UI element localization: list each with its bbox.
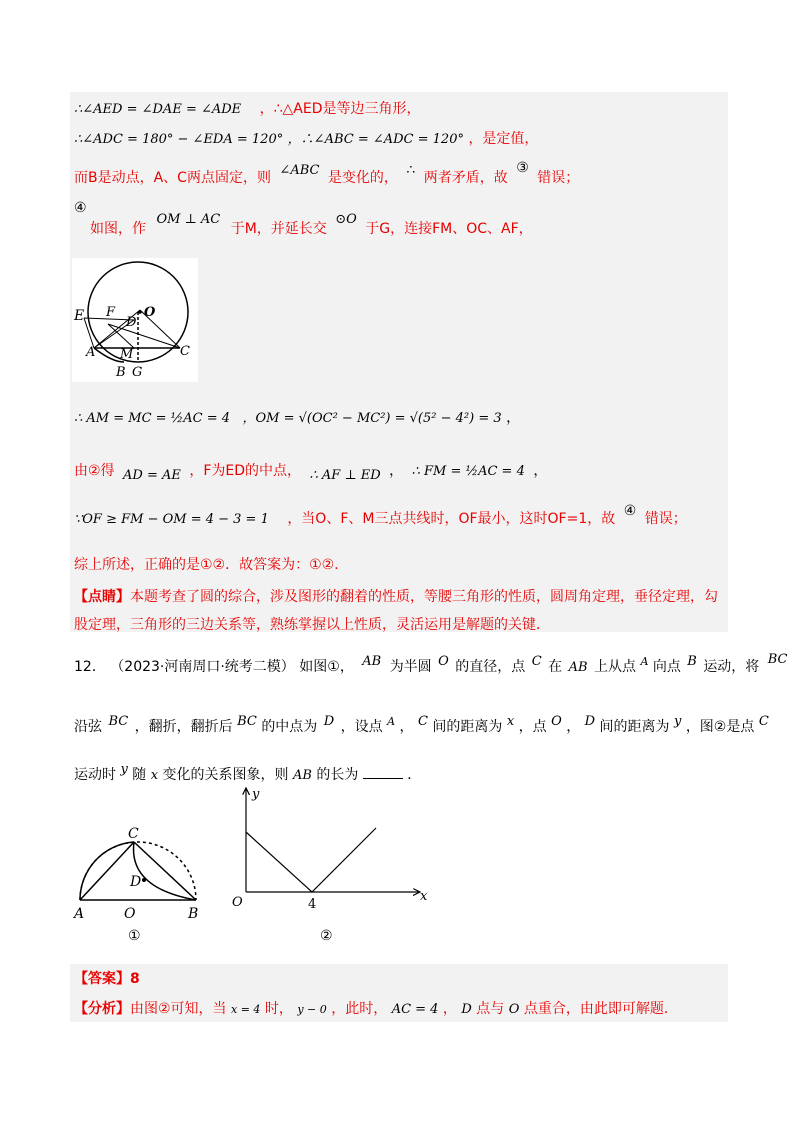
solution-text: 错误； [537, 170, 580, 186]
circled-number: ④ [74, 200, 87, 216]
question-text: 的直径，点 [455, 659, 526, 675]
math-expression: ∴∠AED = ∠DAE = ∠ADE [74, 102, 242, 117]
math-expression: ∴ FM = ½AC = 4 [411, 464, 525, 479]
solution-line-1 [74, 98, 421, 118]
analysis-text: 时， [264, 1001, 293, 1017]
question-text: 为半圆 [389, 659, 432, 675]
question-text: ，设点 [340, 719, 383, 735]
arc-symbol: BC [767, 652, 788, 667]
analysis-text: 由图②可知，当 [130, 1001, 227, 1017]
question-text: 的中点为 [261, 719, 318, 735]
question-text: 运动，将 [703, 659, 760, 675]
math-symbol: C [531, 654, 542, 669]
question-text: ，翻折，翻折后 [134, 719, 233, 735]
punctuation: ， [533, 463, 548, 479]
label-f: F [106, 305, 116, 320]
question-text: 向点 [652, 659, 681, 675]
label-o: O [144, 305, 156, 320]
solution-text: ，F为ED的中点， [189, 463, 302, 479]
comment-tag: 【点睛】 [74, 589, 130, 605]
label-o: O [124, 906, 136, 922]
solution-text: 是变化的， [327, 170, 398, 186]
x-axis-label: x [420, 889, 428, 904]
label-a: A [86, 345, 96, 360]
question-line-1 [74, 652, 788, 676]
math-symbol: A [640, 655, 649, 668]
label-a: A [74, 906, 85, 922]
question-text: ，图②是点 [685, 719, 755, 735]
answer-tag: 【答案】 [74, 971, 130, 987]
solution-text: 如图，作 [90, 221, 146, 237]
math-symbol: C [758, 714, 769, 729]
question-text: 上从点 [593, 659, 636, 675]
punctuation: ， [389, 463, 404, 479]
math-expression: ∴∠ADC = 180° − ∠EDA = 120° [74, 132, 284, 147]
question-text: 运动时 [74, 767, 116, 783]
function-curve [246, 828, 376, 892]
solution-line-2 [74, 128, 538, 148]
question-text: ， [399, 719, 414, 735]
circled-number: ③ [516, 160, 529, 176]
label-g: G [132, 365, 143, 380]
comment-line-1 [74, 586, 718, 606]
circle-diagram [72, 258, 198, 382]
solution-line-7 [74, 503, 687, 528]
math-symbol: BC [108, 714, 129, 729]
math-expression: AC = 4 [391, 1002, 439, 1017]
math-symbol: x [150, 768, 159, 783]
math-symbol: y [120, 762, 128, 777]
solution-text: 于G，连接FM、OC、AF， [365, 221, 533, 237]
solution-line-3 [74, 160, 580, 187]
label-c: C [128, 826, 139, 842]
solution-text: 由②得 [74, 463, 115, 479]
math-symbol: D [584, 714, 596, 729]
label-m: M [120, 347, 134, 362]
math-symbol: AB [292, 768, 312, 783]
math-symbol: D [461, 1002, 472, 1017]
solution-text: ，是定值， [468, 131, 539, 147]
math-symbol: O [551, 714, 562, 729]
analysis-tag: 【分析】 [74, 1001, 130, 1017]
math-expression: y − 0 [297, 1003, 327, 1016]
math-expression: ⊙O [335, 212, 357, 227]
math-symbol: O [438, 654, 449, 669]
question-text: 间的距离为 [432, 719, 503, 735]
solution-line-4b [74, 212, 533, 238]
math-symbol: x [506, 714, 515, 729]
question-text: 随 [132, 767, 147, 783]
analysis-text: 点与 [476, 1001, 505, 1017]
question-line-2 [74, 716, 769, 736]
question-text: 的长为 [316, 767, 359, 783]
origin-label: O [232, 895, 243, 910]
solution-line-5 [74, 407, 520, 427]
math-expression: ，OM = √(OC² − MC²) = √(5² − 4²) = 3 [242, 411, 502, 426]
label-d: D [126, 315, 137, 330]
question-text: 变化的关系图象，则 [162, 767, 289, 783]
math-expression: ∴ AF ⊥ ED [309, 468, 381, 483]
math-symbol: C [417, 714, 428, 729]
semicircle-figure [70, 816, 220, 946]
label-c: C [180, 344, 190, 359]
solution-text: ，∴△AED是等边三角形， [259, 101, 421, 117]
question-text: ，点 [518, 719, 547, 735]
figure-caption: ② [320, 928, 333, 944]
math-expression: ∠ABC [279, 163, 320, 178]
solution-text: 而B是动点，A、C两点固定，则 [74, 170, 271, 186]
solution-text: ，当O、F、M三点共线时，OF最小，这时OF=1，故 [287, 511, 616, 527]
therefore-symbol: ∴ [406, 162, 416, 178]
math-symbol: AB [362, 654, 382, 669]
analysis-text: ，此时， [331, 1001, 388, 1017]
math-expression: ∴ AM = MC = ½AC = 4 [74, 411, 231, 426]
comment-text: 本题考查了圆的综合，涉及图形的翻着的性质，等腰三角形的性质，圆周角定理，垂径定理，勾 [130, 589, 718, 605]
arc-symbol: AB [568, 660, 588, 675]
figure-caption: ① [128, 928, 141, 944]
label-e: E [74, 308, 85, 324]
answer-blank [363, 766, 403, 779]
comment-text: 股定理，三角形的三边关系等，熟练掌握以上性质，灵活运用是解题的关键． [74, 617, 550, 633]
math-symbol: A [387, 715, 396, 728]
tick-label: 4 [308, 897, 317, 912]
circled-number: ④ [623, 503, 637, 519]
solution-text: 于M，并延长交 [230, 221, 327, 237]
analysis-text: ， [442, 1001, 457, 1017]
math-expression: OM ⊥ AC [156, 212, 221, 227]
solution-text: 两者矛盾，故 [423, 170, 508, 186]
circle-figure [72, 258, 198, 382]
math-expression: ，∴∠ABC = ∠ADC = 120° [287, 132, 464, 147]
question-source: （2023·河南周口·统考二模） [110, 659, 295, 675]
semicircle-diagram [70, 816, 220, 946]
graph-diagram [228, 784, 438, 946]
solution-text: 综上所述，正确的是①②．故答案为：①②． [74, 557, 349, 573]
math-symbol: B [687, 654, 697, 669]
question-text: ， [566, 719, 581, 735]
question-number: 12． [74, 659, 106, 675]
question-text: 如图①， [299, 659, 354, 675]
label-b: B [188, 906, 199, 922]
analysis-line [74, 998, 678, 1018]
math-expression: AD = AE [123, 468, 181, 483]
solution-text: 错误； [644, 511, 687, 527]
math-symbol: O [508, 1002, 520, 1017]
analysis-text: 点重合，由此即可解题． [523, 1001, 678, 1017]
label-d: D [130, 874, 142, 890]
punctuation: ， [506, 410, 521, 426]
solution-line-6 [74, 460, 548, 483]
math-expression: ∵OF ≥ FM − OM = 4 − 3 = 1 [74, 512, 269, 527]
question-text: 在 [548, 659, 563, 675]
solution-line-8 [74, 554, 348, 574]
answer-value: 8 [130, 971, 140, 987]
math-expression: x = 4 [231, 1003, 261, 1016]
question-text: 沿弦 [74, 719, 102, 735]
math-symbol: y [674, 714, 682, 729]
answer-line [74, 968, 140, 988]
graph-figure [228, 784, 438, 946]
math-symbol: D [323, 714, 335, 729]
comment-line-2 [74, 614, 550, 634]
question-text: 间的距离为 [599, 719, 670, 735]
arc-symbol: BC [237, 714, 257, 729]
question-text: ． [407, 767, 422, 783]
label-b: B [116, 365, 126, 380]
question-line-3 [74, 764, 421, 784]
y-axis-label: y [252, 787, 260, 802]
